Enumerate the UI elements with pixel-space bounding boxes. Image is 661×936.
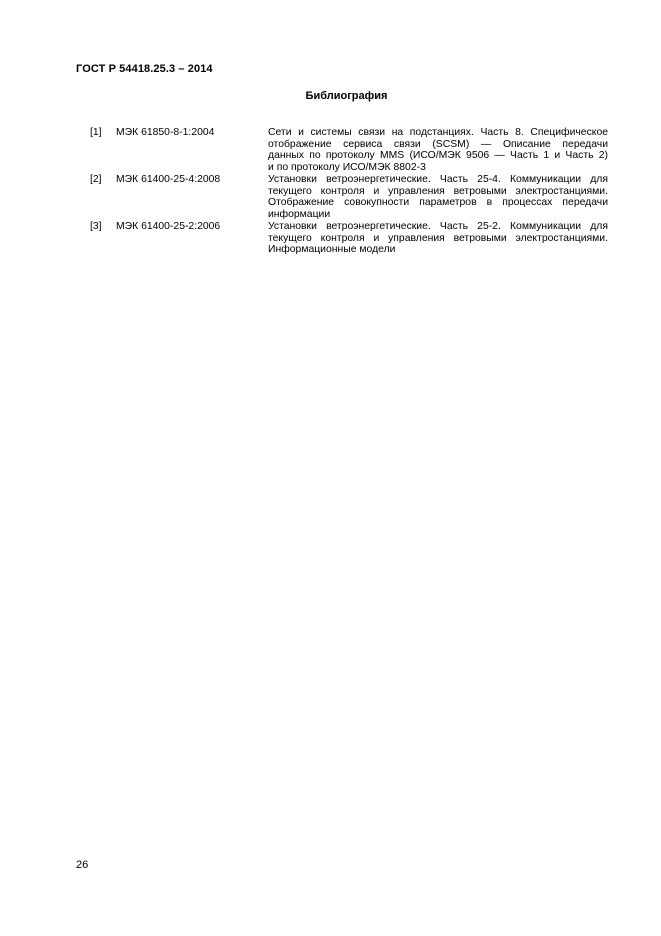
bibliography-entry (90, 221, 608, 256)
bibliography-entry (90, 174, 608, 220)
entry-description-line: данных по протоколу MMS (ИСО/МЭК 9506 — Часть 1 и Часть 2) (268, 150, 608, 161)
bibliography-entry (90, 127, 608, 173)
entry-description-line: отображение сервиса связи (SCSM) — Описание передачи (268, 138, 608, 150)
entry-description-line: Отображение совокупности параметров в процессах передачи (268, 197, 608, 208)
entry-description-line: Сети и системы связи на подстанциях. Часть 8. Специфическое (268, 127, 608, 138)
section-title: Библиография (305, 90, 388, 102)
entry-description-line: и по протоколу ИСО/МЭК 8802-3 (268, 161, 426, 173)
entry-description-line: Информационные модели (268, 244, 396, 255)
entry-code: МЭК 61400-25-2:2006 (116, 221, 221, 232)
page-number: 26 (76, 859, 89, 871)
document-header: ГОСТ Р 54418.25.3 – 2014 (76, 63, 213, 75)
entry-description-line: Установки ветроэнергетические. Часть 25-2. Коммуникации для (268, 221, 608, 232)
entry-description-line: текущего контроля и управления ветровыми электростанциями. (268, 185, 608, 197)
entry-description-line: информации (268, 208, 331, 220)
entry-description-line: Установки ветроэнергетические. Часть 25-4. Коммуникации для (268, 174, 608, 185)
entry-description (268, 127, 608, 173)
entry-number: [1] (90, 127, 102, 138)
entry-code: МЭК 61850-8-1:2004 (116, 127, 215, 138)
bibliography-list (90, 127, 608, 257)
entry-number: [2] (90, 174, 102, 185)
entry-description-line: текущего контроля и управления ветровыми электростанциями. (268, 232, 608, 244)
entry-description (268, 221, 608, 256)
entry-number: [3] (90, 221, 102, 232)
entry-description (268, 174, 608, 220)
entry-code: МЭК 61400-25-4:2008 (116, 174, 221, 185)
